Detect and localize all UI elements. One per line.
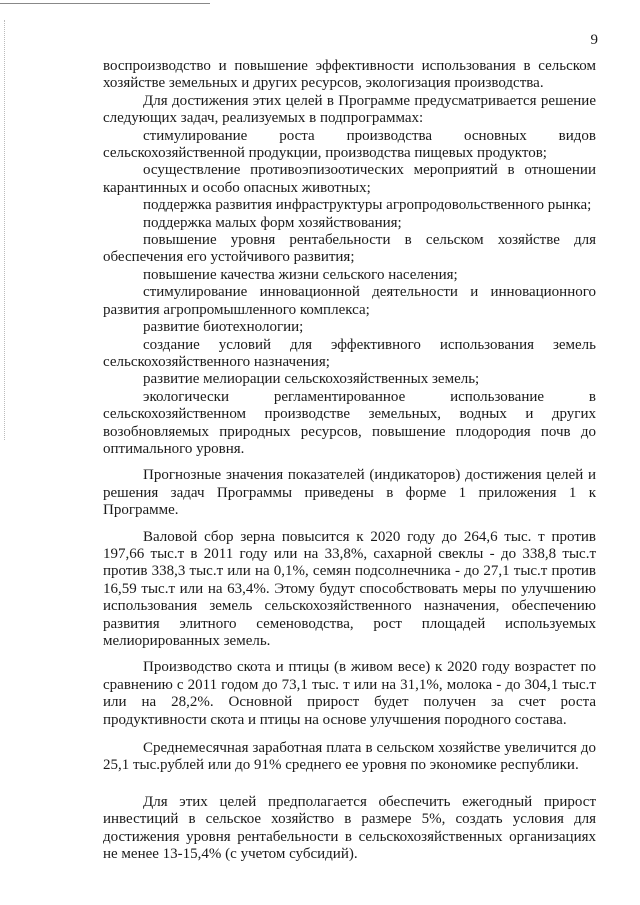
paragraph: Среднемесячная заработная плата в сельском хозяйстве увеличится до 25,1 тыс.рублей или до 91% среднего ее уровня по экономике республики. bbox=[103, 740, 596, 774]
paragraph: Валовой сбор зерна повысится к 2020 году до 264,6 тыс. т против 197,66 тыс.т в 2011 году или на 33,8%, сахарной свеклы - до 338,8 тыс.т против 338,3 тыс.т или на 0,1%, семян подсолнечника - до 27,1 тыс.т против 16,59 тыс.т или на 63,4%. Этому будут способствовать меры по улучшению использования земель сельскохозяйственного назначения, обеспечению развития элитного семеноводства, рост площадей используемых мелиорированных земель. bbox=[103, 528, 596, 649]
paragraph: Производство скота и птицы (в живом весе) к 2020 году возрастет по сравнению с 2011 годом до 73,1 тыс. т или на 31,1%, молока - до 304,1 тыс.т или на 28,2%. Основной прирост будет получен за счет роста продуктивности скота и птицы на основе улучшения породного состава. bbox=[103, 659, 596, 728]
paragraph: развитие мелиорации сельскохозяйственных земель; bbox=[143, 371, 480, 388]
paragraph: развитие биотехнологии; bbox=[143, 319, 304, 336]
paragraph: поддержка малых форм хозяйствования; bbox=[143, 214, 402, 231]
paragraph: Для достижения этих целей в Программе предусматривается решение следующих задач, реализуемых в подпрограммах: bbox=[103, 92, 596, 127]
top-rule bbox=[0, 3, 210, 4]
margin-dots bbox=[4, 20, 6, 440]
paragraph: поддержка развития инфраструктуры агропродовольственного рынка; bbox=[143, 197, 592, 214]
page-number: 9 bbox=[590, 32, 598, 48]
paragraph: Прогнозные значения показателей (индикаторов) достижения целей и решения задач Программы приведены в форме 1 приложения 1 к Программе. bbox=[103, 467, 596, 519]
paragraph: стимулирование роста производства основных видов сельскохозяйственной продукции, производства пищевых продуктов; bbox=[103, 127, 596, 162]
document-body bbox=[103, 58, 596, 863]
paragraph: стимулирование инновационной деятельности и инновационного развития агропромышленного комплекса; bbox=[103, 284, 596, 318]
paragraph: повышение уровня рентабельности в сельском хозяйстве для обеспечения его устойчивого развития; bbox=[103, 232, 596, 266]
paragraph: создание условий для эффективного использования земель сельскохозяйственного назначения; bbox=[103, 336, 596, 370]
paragraph: Для этих целей предполагается обеспечить ежегодный прирост инвестиций в сельское хозяйство в размере 5%, создать условия для достижения уровня рентабельности в сельскохозяйственных организациях не менее 13-15,4% (с учетом субсидий). bbox=[103, 793, 596, 863]
paragraph: осуществление противоэпизоотических мероприятий в отношении карантинных и особо опасных животных; bbox=[103, 162, 596, 196]
paragraph: повышение качества жизни сельского населения; bbox=[143, 266, 458, 283]
paragraph: воспроизводство и повышение эффективности использования в сельском хозяйстве земельных и других ресурсов, экологизация производства. bbox=[103, 58, 596, 92]
paragraph: экологически регламентированное использование в сельскохозяйственном производстве земельных, водных и других возобновляемых природных ресурсов, повышение плодородия почв до оптимального уровня. bbox=[103, 388, 596, 457]
